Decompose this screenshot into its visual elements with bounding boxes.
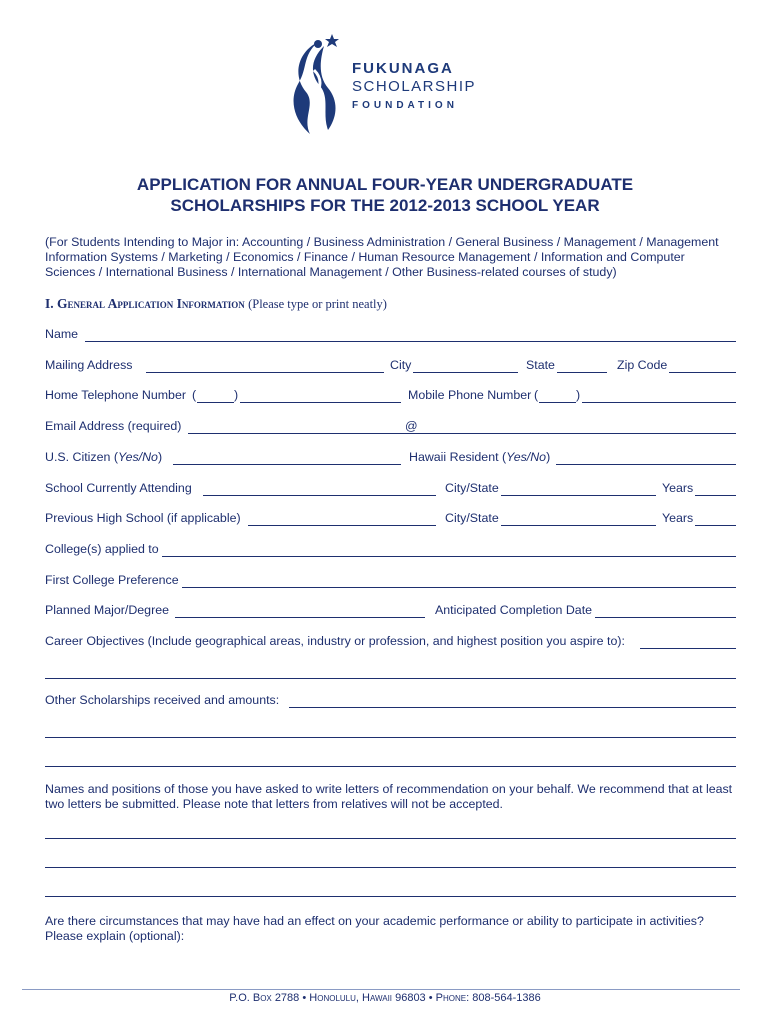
colleges-applied-field[interactable] <box>162 556 736 557</box>
logo-line-2: SCHOLARSHIP <box>352 78 477 95</box>
completion-date-label: Anticipated Completion Date <box>435 603 593 617</box>
footer-sep-2: • <box>428 992 433 1004</box>
page-title-line-1: APPLICATION FOR ANNUAL FOUR-YEAR UNDERGRADUATE <box>136 175 634 194</box>
hs-years-field[interactable] <box>695 525 736 526</box>
section-note: (Please type or print neatly) <box>248 297 387 311</box>
us-citizen-close: ) <box>157 450 163 464</box>
colleges-applied-label: College(s) applied to <box>45 542 159 556</box>
career-objectives-line-2[interactable] <box>45 678 736 679</box>
footer-po-box: P.O. Box 2788 <box>229 992 300 1004</box>
mailing-address-field[interactable] <box>146 372 384 373</box>
footer-address <box>0 992 770 1004</box>
page-title-line-2: SCHOLARSHIPS FOR THE 2012-2013 SCHOOL YEAR <box>170 196 600 215</box>
footer-phone: 808-564-1386 <box>472 992 541 1004</box>
footer-phone-label: Phone: <box>435 992 470 1004</box>
hawaii-resident-options: Yes/No <box>506 450 547 464</box>
first-college-field[interactable] <box>182 587 736 588</box>
section-number: I. <box>45 296 54 311</box>
previous-hs-label: Previous High School (if applicable) <box>45 511 241 525</box>
other-scholarships-label: Other Scholarships received and amounts: <box>45 693 280 707</box>
flame-figure-star-icon <box>288 30 350 140</box>
recommendation-line-1[interactable] <box>45 838 736 839</box>
home-phone-field[interactable] <box>240 402 401 403</box>
us-citizen-label <box>45 450 162 464</box>
section-title: General Application Information <box>57 296 245 311</box>
footer-sep-1: • <box>302 992 307 1004</box>
hawaii-resident-close: ) <box>546 450 551 464</box>
home-phone-label: Home Telephone Number <box>45 388 186 402</box>
school-city-state-label: City/State <box>445 481 499 495</box>
other-scholarships-field[interactable] <box>289 707 736 708</box>
hs-city-state-field[interactable] <box>501 525 656 526</box>
school-years-label: Years <box>662 481 694 495</box>
hawaii-resident-field[interactable] <box>556 464 736 465</box>
state-label: State <box>526 358 555 372</box>
intro-text: (For Students Intending to Major in: Accounting / Business Administration / General Business / Management / Management Information Systems / Marketing / Economics / Finance / Human Resource Management / Information and Computer Sciences / International Business / International Management / Other Business-related courses of study) <box>45 235 719 279</box>
mobile-area-code-field[interactable] <box>539 402 576 403</box>
school-city-state-field[interactable] <box>501 495 656 496</box>
footer-city: Honolulu, Hawaii 96803 <box>309 992 426 1004</box>
mobile-phone-label: Mobile Phone Number <box>408 388 532 402</box>
school-current-field[interactable] <box>203 495 436 496</box>
name-label: Name <box>45 327 79 341</box>
us-citizen-options: Yes/No <box>117 450 158 464</box>
recommendations-label: Names and positions of those you have asked to write letters of recommendation on your behalf. We recommend that at least two letters be submitted. Please note that letters from relatives will not be accepted. <box>45 782 733 811</box>
email-at-sign: @ <box>405 419 418 433</box>
hs-city-state-label: City/State <box>445 511 499 525</box>
previous-hs-field[interactable] <box>248 525 436 526</box>
hawaii-resident-label-text: Hawaii Resident ( <box>409 450 507 464</box>
school-years-field[interactable] <box>695 495 736 496</box>
us-citizen-field[interactable] <box>173 464 401 465</box>
career-objectives-label: Career Objectives (Include geographical areas, industry or profession, and highest position you aspire to): <box>45 634 625 648</box>
us-citizen-label-text: U.S. Citizen ( <box>45 450 118 464</box>
email-label: Email Address (required) <box>45 419 182 433</box>
email-field[interactable] <box>188 433 736 434</box>
mobile-phone-paren-open: ( <box>534 388 539 402</box>
recommendation-line-3[interactable] <box>45 896 736 897</box>
home-phone-paren-close: ) <box>234 388 239 402</box>
first-college-label: First College Preference <box>45 573 179 587</box>
hawaii-resident-label <box>409 450 550 464</box>
city-label: City <box>390 358 412 372</box>
name-field[interactable] <box>85 341 736 342</box>
section-heading <box>45 296 387 312</box>
planned-major-label: Planned Major/Degree <box>45 603 169 617</box>
completion-date-field[interactable] <box>595 617 736 618</box>
logo-line-3: FOUNDATION <box>352 100 458 111</box>
state-field[interactable] <box>557 372 607 373</box>
planned-major-field[interactable] <box>175 617 425 618</box>
hs-years-label: Years <box>662 511 694 525</box>
mailing-address-label: Mailing Address <box>45 358 133 372</box>
city-field[interactable] <box>413 372 518 373</box>
mobile-phone-field[interactable] <box>582 402 736 403</box>
recommendation-line-2[interactable] <box>45 867 736 868</box>
career-objectives-field[interactable] <box>640 648 736 649</box>
zip-field[interactable] <box>669 372 736 373</box>
home-area-code-field[interactable] <box>197 402 234 403</box>
other-scholarships-line-3[interactable] <box>45 766 736 767</box>
mobile-phone-paren-close: ) <box>576 388 581 402</box>
footer-divider <box>22 989 740 990</box>
other-scholarships-line-2[interactable] <box>45 737 736 738</box>
home-phone-paren-open: ( <box>192 388 197 402</box>
circumstances-label: Are there circumstances that may have had an effect on your academic performance or ability to participate in activities? Please explain (optional): <box>45 914 704 943</box>
school-current-label: School Currently Attending <box>45 481 192 495</box>
logo-line-1: FUKUNAGA <box>352 60 454 77</box>
zip-label: Zip Code <box>617 358 668 372</box>
